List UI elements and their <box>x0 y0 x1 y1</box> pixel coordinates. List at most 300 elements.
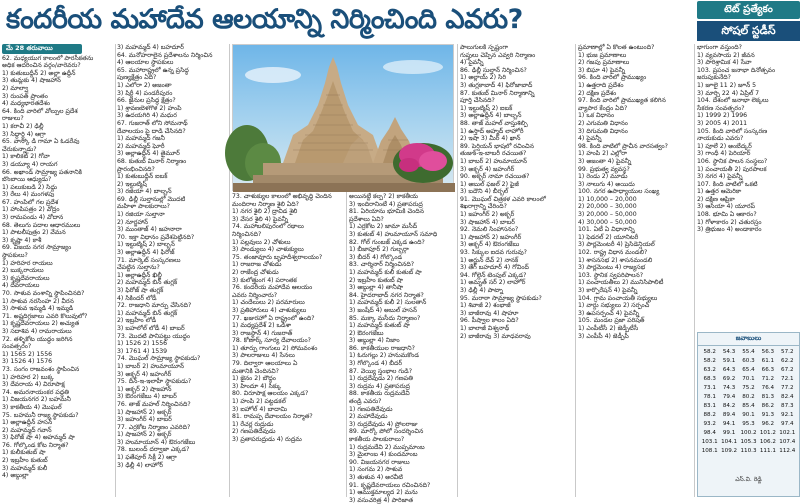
question-text-line: 65. మహారాష్ట్రలో ఉన్న ప్రసిద్ధ <box>117 66 189 74</box>
answer-key-entry: 101.2 <box>759 430 776 436</box>
answer-key-entry: 100.2 <box>740 430 757 436</box>
question-text-line: 1) జైనం 2) బౌద్ధం <box>232 375 276 383</box>
question-text-line: 3) 20,000 – 50,000 <box>578 211 637 219</box>
answer-key-entry: 109.2 <box>721 448 738 454</box>
question-text-line: 98. కింది వాటిలో ప్రాచీన వారసత్వం? <box>578 142 668 150</box>
answer-key-entry: 92.1 <box>781 412 794 418</box>
question-text-line: 3) అక్బర్ 4) జహంగీర్ <box>460 165 515 173</box>
answer-key-entry: 68.3 <box>703 376 716 382</box>
question-text-line: 3) జంషీద్ 4) అబుల్ హసన్ <box>349 306 418 314</box>
kandariya-mahadeva-temple-image <box>233 45 455 192</box>
question-text-line: 75. దీన్-ఇ-ఇలాహీ స్థాపకుడు? <box>117 378 192 386</box>
question-text-line: తండ్రి ఎవరు? <box>349 398 382 406</box>
question-text-line: 1) అల్లాయ్ 2) సిరి <box>460 74 506 82</box>
question-text-line: 2) ఇబ్రహీం కుతుబ్ <box>2 457 48 465</box>
answer-key-entry: 82.4 <box>781 394 794 400</box>
question-text-line: 3) హిందూ 4) సిక్కు <box>232 382 282 390</box>
question-text-line: 89. పెర్షియన్ భాషలో రచించిన <box>460 142 534 150</box>
question-text-line: 73. చాళుక్యుల కాలంలో అభివృద్ధి చెందిన <box>232 193 332 200</box>
question-text-line: 1) అమృత్ సర్ 2) లాహోర్ <box>460 279 526 287</box>
question-text-line: 74. అమరనాయంకర పద్ధతి <box>2 388 69 396</box>
question-text-line: 3) త్రిభుజం 4) అండాకారం <box>697 226 762 234</box>
question-text-line: 79. దిల్వారా ఆలయాలు ఏ <box>232 360 298 368</box>
question-text-line: 3) ఉపసర్పంచ్ 4) పైవన్నీ <box>578 309 640 317</box>
question-text-line: 87. వెయ్యి స్తంభాల గుడి? <box>349 367 412 375</box>
question-text-line: 77. ఎర్రకోట నిర్మాణం ఎవరిది? <box>117 423 191 431</box>
question-text-line: 1) రేచర్ల రుద్రుడు <box>232 420 274 428</box>
question-text-line: 103. స్థానిక స్వపరిపాలన? <box>578 271 644 279</box>
answer-key-entry: 56.3 <box>761 349 775 355</box>
question-text-line: 3) షిర్డీ 4) పండరీపురం <box>117 89 173 97</box>
question-text-line: 1) 1999 2) 1996 <box>697 112 748 120</box>
question-text-line: 1) ఇల్టుట్మిష్ 2) బాల్బన్ <box>117 241 175 249</box>
answer-key-entry: 58.2 <box>703 358 716 364</box>
question-text-line: 1) ఫతేపూర్ సిక్రీ 2) ఆగ్రా <box>117 454 177 462</box>
question-text-line: 64. మనోహరాలైన ప్రదేశాలను నిర్మించిన <box>117 51 213 59</box>
question-text-line: 1) సాళువ నరసింహ 2) వీరన <box>2 297 74 305</box>
question-text-line: 3) తుగ్లకాబాద్ 4) ఫిరోజాబాద్ <box>460 81 533 89</box>
question-text-line: 1) హాంపిపత్రం 2) వోద్రం <box>2 206 60 214</box>
question-text-line: భాగుంగా వస్తుంది? <box>697 44 742 51</box>
question-text-line: 88. తాజ్ మహల్ వాస్తుశిల్పి <box>460 119 528 127</box>
question-text-line: 3) వేసర శైలి 4) పైవన్నీ <box>232 215 289 223</box>
question-text-line: 2) మాల్వా <box>2 84 29 92</box>
answer-key-entry: 110.3 <box>740 448 757 454</box>
answer-key-entry: 84.2 <box>722 403 736 409</box>
answer-key-entry: 80.2 <box>742 394 755 400</box>
answer-key-entry: 70.1 <box>742 376 755 382</box>
question-text-line: 3) రజియా 4) బాల్బన్ <box>117 188 172 196</box>
answer-key-entry: 90.1 <box>742 412 755 418</box>
question-text-line: 1) షాజహాన్ 2) జహంగీర్ <box>460 233 522 241</box>
answers-box <box>697 332 800 497</box>
question-text-line: 3) మహమ్మద్ 4) బహదూర్ <box>117 44 184 51</box>
question-column-4 <box>349 193 455 504</box>
question-text-line: 3) కార్పొరేషన్ 4) పైవన్నీ <box>578 287 638 294</box>
question-text-line: 68. తెలుగు పదాల ఆధారములు <box>2 221 81 229</box>
question-text-line: 96. పీష్వాల కాలం ఏది? <box>460 317 519 325</box>
answer-key-entry: 61.1 <box>761 358 775 364</box>
question-text-line: 62. మధ్యయుగ కాలంలో పారసీకతను <box>2 54 94 62</box>
question-text-line: 89. మార్కో పోలో సందర్శించిన <box>349 428 424 436</box>
question-text-line: 1) ఉస్తాద్ అహ్మద్ లాహోరీ <box>460 127 524 135</box>
question-text-line: 3) షాజహాన్ 4) బాబర్ <box>460 218 515 226</box>
question-text-line: 3) వసుచరిత్ర 4) పారిజాత <box>349 496 414 504</box>
question-text-line: 1) షాజహాన్ 2) అక్బర్ <box>117 408 172 416</box>
question-column-2 <box>117 44 228 497</box>
question-text-line: పాలుగులకి స్పష్టంగా <box>460 44 509 51</box>
question-text-line: 66. అఖాండ్ సామ్రాజ్య పతనానికి <box>2 168 82 176</box>
question-text-line: అధిక ఆదరించిన వర్గం/వారెవరు? <box>2 62 81 70</box>
question-text-line: 3) డయ్యూ 4) రాయగ <box>2 160 58 168</box>
question-text-line: 3) అక్బర్ 4) ఔరంగజేబు <box>460 241 520 249</box>
question-text-line: 3) ఆసియా 4) యూరప్ <box>697 203 755 211</box>
answer-key-entry: 93.2 <box>703 421 716 427</box>
question-text-line: 3) సదాశివ 4) రామరాయలు <box>2 327 72 335</box>
question-text-line: 3) ఉదయగిరి 4) మధుర <box>117 112 177 120</box>
question-text-line: 2) మహమ్మద్ గవాన్ <box>2 426 52 434</box>
column-divider <box>575 44 576 497</box>
question-text-line: 1) జహంగీర్ 2) అక్బర్ <box>460 211 515 219</box>
question-text-line: 1) అక్బర్ 2) షాజహాన్ <box>117 385 172 393</box>
question-text-line: 65. వాస్కో డి గామా ఏ ఓడరేవు <box>2 138 80 146</box>
question-text-line: 1) పంచాయతీలు 2) మునిసిపాలిటీ <box>578 279 664 287</box>
question-text-line: 3) మైలాంబ 4) కుందమాంబ <box>349 451 418 459</box>
question-text-line: 2) ఇల్టుట్మిష్ <box>117 180 147 188</box>
question-text-line: 4) మధ్యభారతదేశం <box>2 100 51 108</box>
question-text-line: 90. అక్బర్ నామా రచయిత? <box>460 173 530 181</box>
answer-key-entry: 112.4 <box>779 448 796 454</box>
question-text-line: 4) 30,000 – 50,000 <box>578 218 637 226</box>
answer-key-entry: 73.1 <box>703 385 716 391</box>
question-text-line: 3) రుద్రమ 4) ప్రతాపరుద్ర <box>349 382 410 390</box>
question-text-line: 1) బాలాజీ విశ్వనాథ్ <box>460 324 510 332</box>
question-text-line: 1) రాజరాజ చోళుడు <box>232 261 282 269</box>
question-text-line: మందిరాల నిర్మాణ శైలి ఏది? <box>232 200 299 208</box>
question-text-line: 1) హంపి 2) ఎల్లోరా <box>578 150 628 158</box>
date-tag: మే 28 తరువాయి <box>2 44 82 54</box>
question-text-line: 2) ఇబ్రహీం కుతుబ్ షా <box>349 276 403 284</box>
question-text-line: 2) మహమ్మద్ బిన్ తుగ్లక్ <box>117 279 178 287</box>
answer-key-entry: 64.3 <box>722 367 736 373</box>
answer-key-entry: 66.3 <box>761 367 775 373</box>
question-text-line: 3) తేగ్ బహదూర్ 4) గోవింద్ <box>460 264 529 272</box>
question-text-line: 3) ఢిల్లీ 4) పాట్నా <box>460 287 504 294</box>
question-text-line: 71. మార్కెట్ సంస్కరణలు <box>117 256 181 264</box>
question-text-line: 76. కందరీయ మహాదేవ ఆలయం <box>232 284 313 292</box>
question-text-line: 78. కోణార్క్ సూర్య దేవాలయం? <box>232 337 311 345</box>
question-text-line: చేపట్టిన సుల్తాను? <box>117 264 160 272</box>
question-text-line: 69. ఢిల్లీ సుల్తానుల్లో మొదటి <box>117 195 186 203</box>
question-text-line: 1) 10,000 – 20,000 <box>578 195 637 203</box>
question-text-line: 2) దక్షిణ ఆఫ్రికా <box>697 195 735 203</box>
question-text-line: 70. ఇక్తా విధానం ప్రవేశపెట్టినది? <box>117 233 195 241</box>
question-text-line: 92. నెమలి సింహాసనం? <box>460 226 519 234</box>
question-text-line: 4) ఆలయాల స్థాపకులు <box>117 59 174 67</box>
answer-key-entry: 63.2 <box>703 367 716 373</box>
answer-key-entry: 72.1 <box>781 376 794 382</box>
question-text-line: ప్రారంభించినది? <box>117 165 155 173</box>
question-text-line: 4) అబ్దుల్లా <box>2 472 29 480</box>
answer-key-entry: 67.2 <box>781 367 794 373</box>
question-text-line: గుప్తులు చెప్పిన ఎవ్వరి నిర్మాణం <box>460 51 536 59</box>
question-text-line: 1) తూర్పు గాంగులు 2) సోమవంశం <box>232 344 318 352</box>
question-text-line: 3) బదౌని 4) బీర్బల్ <box>460 188 509 196</box>
question-text-line: 3) ఢిల్లీ 4) లాహోర్ <box>117 461 164 469</box>
question-text-line: 3) హుమాయూన్ 4) ఔరంగజేబు <box>117 438 196 446</box>
question-text-line: 3) రుంపత్ ప్రాంతం <box>2 92 48 100</box>
question-text-line: 3) ముంతాజ్ 4) జహనారా <box>117 226 182 234</box>
question-text-line: 3) పార్లమెంటు 4) రాజ్యసభ <box>578 264 646 272</box>
question-text-line: తుజుక్-ఇ-బాబరీ రచయిత? <box>460 150 527 158</box>
question-text-line: 4) పైవన్నీ <box>460 59 484 67</box>
question-text-line: 1) కుతుబుద్దీన్ ఐబక్ <box>117 173 168 181</box>
question-text-line: అయినట్టే కల్ప? 2) కాకతీయ <box>349 193 419 200</box>
question-text-line: 72. తళ్ళికోట యుద్ధం జరిగిన <box>2 335 73 343</box>
question-text-line: 3) పారిశ్రామిక 4) సేవా <box>697 59 752 67</box>
answer-key-entry: 57.2 <box>781 349 794 355</box>
question-text-line: 1) ఉత్తర ఆమెరికా <box>697 188 742 196</box>
question-text-line: రాజులు? <box>2 115 24 123</box>
question-text-line: 3) రాజస్థాన్ 4) గుజరాత్ <box>232 329 293 337</box>
question-text-line: 3) బహలోల్ లోడీ 4) బాబర్ <box>117 324 185 332</box>
question-text-line: 3) గోల్కొండ 4) బీదర్ <box>349 360 403 368</box>
question-text-line: 2) మహమ్మద్ ఘోరీ <box>117 142 165 150</box>
answer-key-entry: 74.3 <box>722 385 736 391</box>
question-text-line: 3) తుమ్లకు 4) షాజహాన్ <box>2 77 61 85</box>
question-text-line: 3) నగర 4) పైవన్నీ <box>697 173 743 181</box>
question-text-line: 76. గోల్కొండ కోట నిర్మాత? <box>2 441 69 449</box>
answer-key-entry: 81.3 <box>761 394 775 400</box>
answer-key-entry: 97.4 <box>781 421 794 427</box>
question-text-line: 3) కుతుబ్ 4) హుమాయూన్ సమాధి <box>349 230 438 238</box>
question-text-line: 1) 1565 2) 1556 <box>2 350 53 358</box>
question-text-line: 1) వ్యవసాయ 2) జీవన <box>697 51 755 59</box>
answer-key-entry: 106.2 <box>759 439 776 445</box>
question-text-line: 1) రజియా సుల్తానా <box>117 211 165 219</box>
question-text-line: మహిళా పాలకురాలు? <box>117 203 170 211</box>
question-text-line: 3) మార్చి 22 4) ఏప్రిల్ 7 <box>697 89 760 97</box>
question-text-line: 3) తుళువ 4) అరవీటి <box>349 473 403 481</box>
answer-key-entry: 71.2 <box>761 376 775 382</box>
question-text-line: 2) నూర్జహాన్ <box>117 218 148 226</box>
question-text-line: 1) అర్జున్ దేవ్ 2) నానక్ <box>460 256 519 264</box>
question-text-line: 3) దిగుమతి విధానం <box>578 127 628 135</box>
question-text-line: 4) దేవరాయలు <box>2 282 40 290</box>
question-text-line: 88. కాకతీయ రుద్రమదేవి <box>349 390 410 398</box>
answer-key-entry: 65.4 <box>742 367 755 373</box>
question-text-line: 2) 20,000 – 30,000 <box>578 203 637 211</box>
question-text-line: 1) ఫెడరల్ 2) యూనిటరీ <box>578 233 639 241</box>
question-text-line: 1) సంగమ 2) సాళువ <box>349 466 403 474</box>
question-text-line: 3) అల్లాఉద్దీన్ 4) బాల్బన్ <box>460 112 522 120</box>
column-divider <box>694 44 695 497</box>
question-text-line: 3) సాళువ ఇమ్మడి 4) ఇమ్మడి <box>2 305 74 313</box>
question-text-line: 104. దేశంలో జనాభా లెక్కలు <box>697 97 769 105</box>
question-text-line: 3) కృష్ణా 4) కాశీ <box>2 236 42 244</box>
question-text-line: 3) ప్రతిహారులు 4) చాళుక్యులు <box>232 306 307 314</box>
question-text-line: 1) మధ్యప్రదేశ్ 2) ఒడిశా <box>232 322 292 330</box>
question-text-line: ప్రమాణాల్లో ఏ కొలత ఉంటుంది? <box>578 44 655 51</box>
question-text-line: 3) జహంగీర్ 4) బాబర్ <box>117 416 172 424</box>
question-text-line: 3) మహమ్మద్ కులీ <box>2 464 48 472</box>
question-text-line: 3) ఐహోల్ 4) బాదామి <box>232 405 288 413</box>
question-text-line: 91. మొఘల్ చిత్రకళ ఎవరి కాలంలో <box>460 195 546 203</box>
question-text-line: 3) ఇందిరానింటే 4) ప్రతాపరుద్ర <box>349 200 423 208</box>
question-text-line: 3) ఔరంగజేబు 4) బాబర్ <box>117 393 177 401</box>
answer-key-entry: 60.3 <box>742 358 755 364</box>
question-text-line: 1) హంపి 2) పట్టడకల్ <box>232 398 286 406</box>
question-text-line: 3) గాంధీ 4) పెరియార్ <box>697 150 751 158</box>
question-text-line: 3) అక్బర్ 4) జహంగీర్ <box>117 370 172 378</box>
question-column-7 <box>697 44 800 330</box>
question-text-line: 68. కుతుబ్ మినార్ నిర్మాణం <box>117 157 187 165</box>
question-text-line: 3) ఫిరోజ్ షా 4) అహమ్మద్ షా <box>2 434 75 442</box>
question-text-line: 107. కింది వాటిలో ఒకటి <box>697 180 758 188</box>
answer-key-entry: 86.2 <box>761 403 775 409</box>
question-text-line: 1) విజయనగర 2) బహమనీ <box>2 396 71 404</box>
answer-key-entry: 54.3 <box>722 349 736 355</box>
question-text-line: 3) నాలుగు 4) అయిదు <box>578 180 635 188</box>
answer-key-entry: 95.3 <box>742 421 755 427</box>
question-text-line: 2) దక్షిణ ప్రదేశం <box>578 89 617 97</box>
question-text-line: 1) పంచాయతీ 2) పురపాలక <box>697 165 767 173</box>
question-text-line: 86. కాకతీయుల రాజధాని? <box>349 344 415 352</box>
subject-badge: సోషల్ స్టడీస్ <box>697 21 800 41</box>
question-text-line: 99. ప్రభుత్వ వ్యవస్థ? <box>578 165 630 173</box>
question-text-line: 1) అబుల్ ఫజల్ 2) ఫైజీ <box>460 180 519 188</box>
question-text-line: 1) చందేలులు 2) పరమారులు <box>232 299 305 307</box>
question-text-line: 94. గోల్డెన్ టెంపుల్ ఎక్కడ? <box>460 271 527 279</box>
question-text-line: 66. జైనుల ప్రసిద్ధ క్షేత్రం? <box>117 97 176 105</box>
question-column-1 <box>2 44 114 497</box>
question-text-line: 1) మహమ్మద్ కులీ 2) సులతాన్ <box>349 299 427 307</box>
question-text-line: 100. నగర ఉపాధ్యాయుల సంఖ్య <box>578 188 660 196</box>
question-text-line: 70. సాళువ వంశాన్ని స్థాపించినది? <box>2 290 85 297</box>
question-text-line: 1) కరాచీ 2) ఢిల్లీ <box>2 122 44 130</box>
question-text-line: 71. అష్టదిగ్గజాలు ఎవరి కొలువులో? <box>2 312 88 320</box>
answer-key-entry: 111.1 <box>759 448 776 454</box>
page-headline: కందరీయ మహాదేవ ఆలయాన్ని నిర్మించింది ఎవరు? <box>6 4 523 35</box>
question-text-line: 96. కింది వారిలో ప్రాముఖ్యం <box>578 74 647 82</box>
question-text-line: 1) మహమ్మద్ కుతుబ్ షా <box>349 322 410 330</box>
question-text-line: బొంబాయి ఆధ్యుడు? <box>2 176 52 184</box>
question-text-line: 1) పలుకుబడి 2) సిద్దు <box>2 183 57 191</box>
question-text-line: 3) సిద్ధార్థి 4) ఆగ్రా <box>2 130 46 138</box>
question-text-line: 3) 1526 4) 1576 <box>2 358 53 366</box>
question-text-line: 2) బాజీరావు 3) మాధవరావు <box>460 332 531 340</box>
question-text-line: 75. తంజావూరు బృహదీశ్వరాలయం? <box>232 253 323 261</box>
question-text-line: 1) కుతుబుద్దీన్ 2) అల్లా ఉద్దీన్ <box>2 69 76 77</box>
question-text-line: 1) ఉత్తరాది ప్రదేశం <box>578 81 624 89</box>
question-text-line: 73. మొదటి పానిపట్టు యుద్ధం <box>117 332 191 340</box>
question-text-line: 1) శివాజీ 2) శంభాజీ <box>460 302 511 310</box>
question-text-line: 3) పాలరాజులు 4) సేనలు <box>232 352 295 360</box>
answer-key-entry: 79.4 <box>722 394 736 400</box>
question-text-line: 1) రుద్రదేవుడు 2) గణపతి <box>349 375 413 383</box>
question-text-line: 3) 1761 4) 1539 <box>117 347 168 355</box>
question-text-line: 1) మహమ్మద్ కులీ కుతుబ్ షా <box>349 268 422 276</box>
question-text-line: 1) 1526 2) 1556 <box>117 340 168 348</box>
question-text-line: 4) పైవన్నీ <box>578 135 602 143</box>
answer-key-entry: 83.1 <box>703 403 716 409</box>
question-text-line: చేరుకున్నాడు? <box>2 145 37 153</box>
answer-key-entry: 94.1 <box>722 421 736 427</box>
question-text-line: 1) శాసనసభ 2) శాసనమండలి <box>578 256 653 264</box>
answer-key-entry: 78.1 <box>703 394 716 400</box>
question-text-line: 77. ఖజురహో ఏ రాష్ట్రంలో ఉంది? <box>232 314 315 322</box>
question-text-line: 1) ఆముక్తమాల్యద 2) మను <box>349 489 418 497</box>
author-credit: ఎస్.వి. రెడ్డి <box>735 476 762 483</box>
question-text-line: 1) భుజ ప్రమాణాలు <box>578 51 627 59</box>
answer-key-entry: 105.3 <box>740 439 757 445</box>
question-text-line: 1) హరిహర 2) బుక్క <box>2 373 54 381</box>
question-text-line: 86. ఢిల్లీ సుల్తాన్ నిర్మించిన? <box>460 66 527 74</box>
question-text-line: 90. విజయనగర రాజులు <box>349 458 410 466</box>
question-text-line: 1) రుద్రమదేవి 2) ముప్పమాంబ <box>349 443 425 451</box>
question-text-line: 95. మరాఠా సామ్రాజ్య స్థాపకుడు? <box>460 294 542 302</box>
answer-key-entry: 98.4 <box>703 430 716 436</box>
question-text-line: 67. హంపిలో గల ప్రదేశ <box>2 198 59 206</box>
question-text-line: శిఖరాగ్రాన్ని చేరింది? <box>460 203 507 211</box>
question-text-line: 2) మహాదేవుడు <box>349 413 388 421</box>
question-text-line: 101. ఏటీ ఏ విధానాన్ని <box>578 226 635 234</box>
question-text-line: 3) బీదర్ 4) గోల్కొండ <box>349 253 403 261</box>
question-text-line: 3) ప్రతాపరుద్రుడు 4) రుద్రమ <box>232 436 302 443</box>
question-text-line: 2) ఇబ్రహీం లోడీ <box>117 317 157 325</box>
question-text-line: 1) బాబర్ 2) హుమాయూన్ <box>117 362 184 370</box>
question-text-line: 1) ఓరుగల్లు 2) హనుమకొండ <box>349 352 419 360</box>
question-column-5 <box>460 44 573 497</box>
question-text-line: 1) హరిహర రాయలు <box>2 259 53 267</box>
answer-key-entry: 55.4 <box>742 349 755 355</box>
question-text-line: 3) 2005 4) 2011 <box>697 119 748 127</box>
question-text-line: 1) కాలికట్ 2) గోవా <box>2 153 50 161</box>
question-text-line: నాయకుడు ఎవరు? <box>697 135 744 143</box>
tet-special-badge: టెట్ ప్రత్యేకం <box>697 1 800 19</box>
question-text-line: పుణ్యక్షేత్రం ఏది? <box>117 74 157 82</box>
question-text-line: 1) జూలై 11 2) జూన్ 5 <box>697 81 757 89</box>
question-text-line: 69. విజయ నగర సామ్రాజ్యం <box>2 244 72 252</box>
question-text-line: 80. విరూపాక్ష ఆలయం ఎక్కడ? <box>232 390 309 398</box>
answer-key-entry: 58.2 <box>703 349 716 355</box>
question-text-line: 3) అబ్దుల్లా 4) నిజాం <box>349 337 400 345</box>
question-text-line: 67. గుజరాత్ లోని సోమనాథ్ <box>117 119 188 127</box>
question-text-line: 93. సిక్కుల ఐదవ గురువు? <box>460 249 527 257</box>
question-text-line: 81. ఏరియాను భూమికి చెందిన <box>349 208 424 216</box>
question-text-line: 3) పార్లమెంటరీ 4) ప్రెసిడెన్షియల్ <box>578 241 655 249</box>
answer-key-entry: 85.4 <box>742 403 755 409</box>
question-text-line: 3) కులోత్తుంగ 4) పరాంతక <box>232 276 297 284</box>
question-text-line: 3) రామపండు 4) వోదాన <box>2 214 64 222</box>
question-text-line: 2) రాజేంద్ర చోళుడు <box>232 268 279 276</box>
question-text-line: 87. కుతుబ్ మినార్ నిర్మాణాన్ని <box>460 89 535 97</box>
question-text-line: 103. ప్రపంచ జనాభా దినోత్సవం <box>697 66 776 74</box>
column-divider <box>229 44 230 497</box>
question-text-line: 3) ఎంపీపీ 4) జెడ్పీపీ <box>578 332 629 340</box>
answer-key-entry: 59.1 <box>722 358 736 364</box>
question-text-line: జరుపుకునేది? <box>697 74 731 82</box>
question-text-line: 1) పాటలీపుత్రం 2) వేమన <box>2 229 66 237</box>
question-text-line: 106. స్థానిక పాలన సంస్థలు? <box>697 157 768 165</box>
question-text-line: వ్యాపార కేంద్రం ఏది? <box>578 104 628 112</box>
question-text-line: పూర్తి చేసినది? <box>460 97 495 105</box>
question-text-line: 1) ఎలోరా 2) అజంతా <box>117 81 172 89</box>
column-divider <box>457 44 458 497</box>
question-text-line: 74. మొఘల్ సామ్రాజ్య స్థాపకుడు? <box>117 355 201 363</box>
question-text-line: 3) ఫిరోజ్ షా తుగ్లక్ <box>117 287 164 294</box>
question-text-line: 3) అల్లాఉద్దీన్ 4) ఫిరోజ్ <box>117 249 175 257</box>
question-text-line: 3) పాండ్యులు 4) చాళుక్యులు <box>232 246 304 254</box>
question-text-line: 108. భూమి ఏ ఆకారం? <box>697 211 757 219</box>
question-text-line: 91. కృష్ణదేవరాయలు రచించినది? <box>349 481 431 489</box>
question-text-line: కాకతీయ పాలకురాలు? <box>349 436 405 443</box>
answer-key-entry: 104.1 <box>721 439 738 445</box>
question-text-line: 3) బాజీరావు 4) షాహూ <box>460 309 519 317</box>
answer-key-entry: 76.4 <box>761 385 775 391</box>
answer-key-entry: 107.4 <box>779 439 796 445</box>
question-text-line: 1) గోళాకారం 2) చతురస్రం <box>697 218 762 226</box>
question-text-line: 1) పల్లవులు 2) చోళులు <box>232 238 291 246</box>
question-text-line: 3) అబ్దుల్లా 4) తానీషా <box>349 284 404 292</box>
question-text-line: 105. మండల ప్రజా పరిషత్ <box>578 317 645 325</box>
question-text-line: 4) సికిందర్ లోడీ <box>117 294 157 302</box>
question-text-line: 3) అల్లాఉద్దీన్ 4) తైమూర్ <box>117 150 180 158</box>
question-text-line: 2) బుక్కరాయలు <box>2 267 44 275</box>
answer-key-entry: 77.2 <box>781 385 794 391</box>
question-text-line: స్థాపకులు? <box>2 252 28 260</box>
question-text-line: దేవాలయం పై దాడి చేసినది? <box>117 127 186 135</box>
